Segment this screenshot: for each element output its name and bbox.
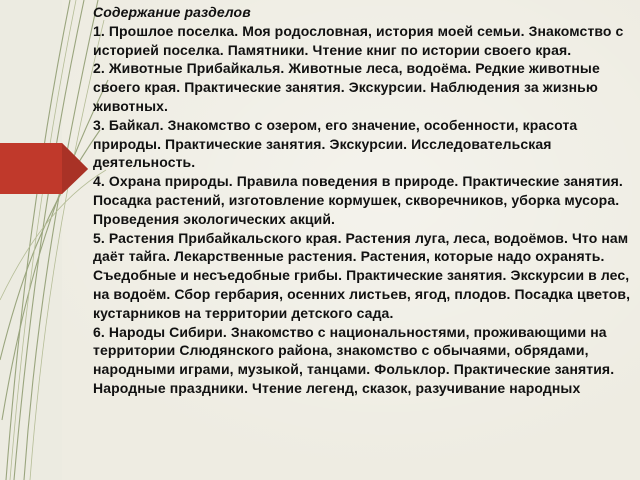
document-body (93, 3, 633, 398)
paragraph-3: 3. Байкал. Знакомство с озером, его значение, особенности, красота природы. Практические занятия. Экскурсии. Исследовательская деятельность. (93, 116, 578, 171)
paragraph-6: 6. Народы Сибири. Знакомство с национальностями, проживающими на территории Слюдянского района, знакомство с обычаями, обрядами, народными играми, музыкой, танцами. Фольклор. Практические занятия. Народные праздники. Чтение легенд, сказок, разучивание народных (93, 323, 615, 396)
paragraph-4: 4. Охрана природы. Правила поведения в природе. Практические занятия. Посадка растений, изготовление кормушек, скворечников, уборка мусора. Проведения экологических акций. (93, 173, 623, 227)
paragraph-1: 1. Прошлое поселка. Моя родословная, история моей семьи. Знакомство с историей поселка. Памятники. Чтение книг по истории своего края. (93, 22, 624, 58)
section-heading: Содержание разделов (93, 4, 251, 20)
paragraph-2: 2. Животные Прибайкалья. Животные леса, водоёма. Редкие животные своего края. Практические занятия. Экскурсии. Наблюдения за жизнью животных. (93, 60, 600, 114)
paragraph-5: 5. Растения Прибайкальского края. Растения луга, леса, водоёмов. Что нам даёт тайга. Лекарственные растения. Растения, которые надо охранять. Съедобные и несъедобные грибы. Практические занятия. Экскурсии в лес, на водоём. Сбор гербария, осенних листьев, ягод, плодов. Посадка цветов, кустарников на территории детского сада. (93, 229, 631, 321)
